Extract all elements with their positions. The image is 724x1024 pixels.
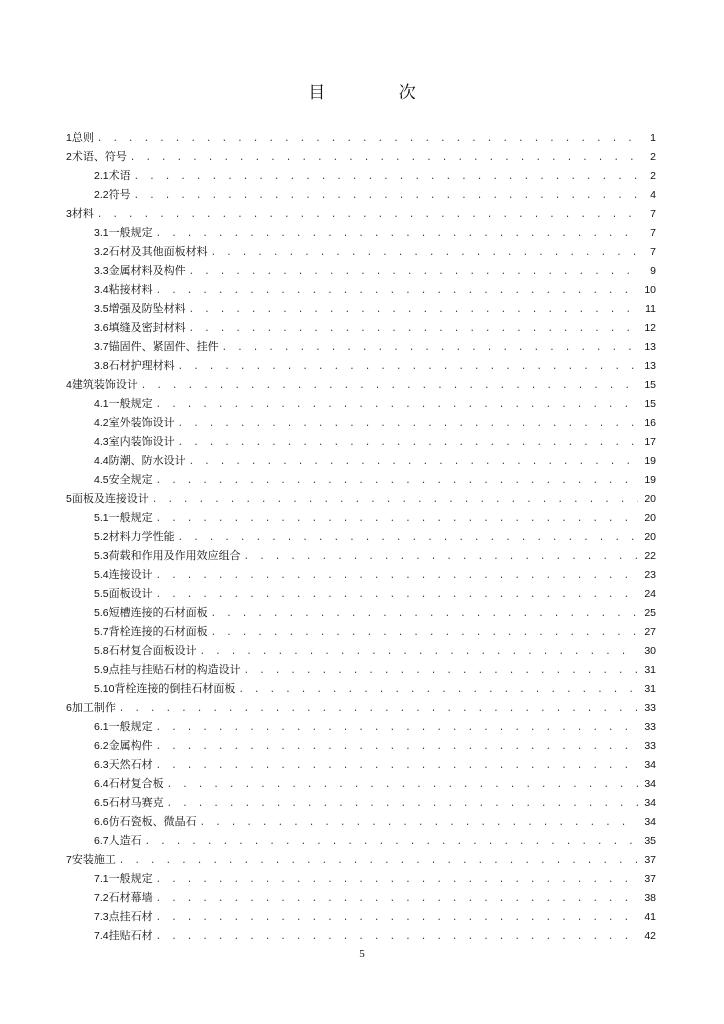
toc-section-entry[interactable] — [66, 451, 656, 470]
toc-entry-number: 7.3 — [94, 911, 109, 923]
toc-entry-number: 6.6 — [94, 816, 109, 828]
dot-leader — [152, 491, 638, 510]
toc-entry-number: 5.2 — [94, 531, 109, 543]
toc-entry-page: 33 — [644, 702, 656, 714]
toc-entry-page: 27 — [644, 626, 656, 638]
toc-entry-label: 面板设计 — [108, 587, 153, 600]
toc-entry-page: 7 — [650, 227, 656, 239]
toc-entry-label: 符号 — [108, 188, 131, 201]
toc-entry-page: 30 — [644, 645, 656, 657]
toc-entry-page: 42 — [644, 930, 656, 942]
dot-leader — [119, 852, 638, 871]
dot-leader — [211, 605, 638, 624]
toc-section-entry[interactable] — [66, 679, 656, 698]
dot-leader — [211, 244, 638, 263]
dot-leader — [156, 396, 638, 415]
toc-entry-page: 34 — [644, 816, 656, 828]
table-of-contents — [66, 128, 656, 945]
toc-entry-label: 加工制作 — [71, 701, 116, 714]
toc-entry-number: 4 — [66, 379, 72, 391]
toc-entry-label: 室内装饰设计 — [108, 435, 175, 448]
page-number: 5 — [359, 948, 365, 960]
dot-leader — [189, 453, 638, 472]
toc-entry-page: 4 — [650, 189, 656, 201]
toc-entry-page: 15 — [644, 379, 656, 391]
toc-entry-label: 背栓连接的石材面板 — [108, 625, 208, 638]
toc-entry-label: 一般规定 — [108, 872, 153, 885]
dot-leader — [134, 187, 638, 206]
toc-entry-page: 37 — [644, 873, 656, 885]
dot-leader — [156, 586, 638, 605]
toc-entry-page: 2 — [650, 170, 656, 182]
toc-section-entry[interactable] — [66, 603, 656, 622]
toc-entry-page: 37 — [644, 854, 656, 866]
toc-entry-number: 2 — [66, 151, 72, 163]
toc-entry-number: 6.5 — [94, 797, 109, 809]
dot-leader — [156, 510, 638, 529]
toc-entry-page: 2 — [650, 151, 656, 163]
toc-entry-number: 4.3 — [94, 436, 109, 448]
toc-entry-label: 材料力学性能 — [108, 530, 175, 543]
toc-entry-label: 一般规定 — [108, 511, 153, 524]
toc-entry-number: 4.5 — [94, 474, 109, 486]
toc-entry-page: 20 — [644, 493, 656, 505]
toc-entry-label: 面板及连接设计 — [71, 492, 149, 505]
toc-section-entry[interactable] — [66, 565, 656, 584]
toc-entry-label: 建筑装饰设计 — [71, 378, 138, 391]
toc-entry-number: 1 — [66, 132, 72, 144]
toc-section-entry[interactable] — [66, 337, 656, 356]
toc-entry-label: 人造石 — [108, 834, 142, 847]
dot-leader — [244, 662, 638, 681]
toc-section-entry[interactable] — [66, 318, 656, 337]
toc-entry-number: 2.2 — [94, 189, 109, 201]
dot-leader — [156, 928, 638, 947]
dot-leader — [156, 719, 638, 738]
toc-section-entry[interactable] — [66, 926, 656, 945]
toc-entry-page: 10 — [644, 284, 656, 296]
dot-leader — [156, 225, 638, 244]
toc-entry-number: 5.9 — [94, 664, 109, 676]
toc-section-entry[interactable] — [66, 584, 656, 603]
toc-entry-number: 6.2 — [94, 740, 109, 752]
toc-entry-number: 5.7 — [94, 626, 109, 638]
toc-entry-page: 23 — [644, 569, 656, 581]
toc-entry-label: 材料 — [71, 207, 94, 220]
toc-entry-page: 33 — [644, 721, 656, 733]
toc-section-entry[interactable] — [66, 185, 656, 204]
toc-entry-number: 6.1 — [94, 721, 109, 733]
toc-entry-page: 1 — [650, 132, 656, 144]
dot-leader — [141, 377, 638, 396]
toc-entry-page: 22 — [644, 550, 656, 562]
toc-entry-label: 安全规定 — [108, 473, 153, 486]
toc-entry-number: 6.3 — [94, 759, 109, 771]
toc-section-entry[interactable] — [66, 831, 656, 850]
dot-leader — [156, 909, 638, 928]
page-title: 目 次 — [308, 83, 450, 103]
toc-entry-number: 3.7 — [94, 341, 109, 353]
toc-entry-number: 7.4 — [94, 930, 109, 942]
toc-entry-number: 3.5 — [94, 303, 109, 315]
dot-leader — [156, 567, 638, 586]
dot-leader — [130, 149, 638, 168]
toc-section-entry[interactable] — [66, 755, 656, 774]
dot-leader — [244, 548, 638, 567]
toc-entry-label: 背栓连接的倒挂石材面板 — [114, 682, 236, 695]
toc-entry-page: 12 — [644, 322, 656, 334]
toc-entry-label: 仿石瓷板、微晶石 — [108, 815, 197, 828]
toc-entry-page: 7 — [650, 208, 656, 220]
dot-leader — [156, 757, 638, 776]
toc-section-entry[interactable] — [66, 812, 656, 831]
dot-leader — [200, 814, 638, 833]
toc-entry-page: 17 — [644, 436, 656, 448]
toc-entry-label: 锚固件、紧固件、挂件 — [108, 340, 219, 353]
toc-entry-label: 短槽连接的石材面板 — [108, 606, 208, 619]
dot-leader — [189, 301, 638, 320]
toc-entry-page: 25 — [644, 607, 656, 619]
toc-entry-label: 一般规定 — [108, 720, 153, 733]
toc-section-entry[interactable] — [66, 717, 656, 736]
toc-section-entry[interactable] — [66, 394, 656, 413]
toc-entry-label: 石材马赛克 — [108, 796, 164, 809]
toc-entry-number: 5.8 — [94, 645, 109, 657]
toc-entry-number: 6 — [66, 702, 72, 714]
dot-leader — [156, 890, 638, 909]
toc-entry-page: 7 — [650, 246, 656, 258]
toc-section-entry[interactable] — [66, 166, 656, 185]
toc-entry-number: 7.1 — [94, 873, 109, 885]
dot-leader — [178, 434, 638, 453]
dot-leader — [238, 681, 638, 700]
toc-entry-label: 室外装饰设计 — [108, 416, 175, 429]
dot-leader — [167, 776, 638, 795]
dot-leader — [189, 320, 638, 339]
toc-chapter-entry[interactable] — [66, 204, 656, 223]
toc-section-entry[interactable] — [66, 660, 656, 679]
toc-entry-number: 5.10 — [94, 683, 115, 695]
toc-entry-number: 4.2 — [94, 417, 109, 429]
toc-entry-label: 石材幕墙 — [108, 891, 153, 904]
toc-entry-label: 天然石材 — [108, 758, 153, 771]
toc-entry-label: 一般规定 — [108, 397, 153, 410]
dot-leader — [222, 339, 638, 358]
dot-leader — [119, 700, 638, 719]
toc-entry-page: 20 — [644, 531, 656, 543]
toc-entry-page: 15 — [644, 398, 656, 410]
toc-section-entry[interactable] — [66, 641, 656, 660]
toc-section-entry[interactable] — [66, 527, 656, 546]
toc-entry-number: 2.1 — [94, 170, 109, 182]
toc-entry-label: 金属构件 — [108, 739, 153, 752]
toc-section-entry[interactable] — [66, 508, 656, 527]
toc-entry-label: 连接设计 — [108, 568, 153, 581]
toc-entry-page: 16 — [644, 417, 656, 429]
toc-entry-number: 5 — [66, 493, 72, 505]
toc-entry-page: 9 — [650, 265, 656, 277]
toc-chapter-entry[interactable] — [66, 850, 656, 869]
toc-section-entry[interactable] — [66, 299, 656, 318]
toc-entry-label: 荷载和作用及作用效应组合 — [108, 549, 241, 562]
dot-leader — [167, 795, 638, 814]
toc-entry-label: 石材复合板 — [108, 777, 164, 790]
dot-leader — [178, 529, 638, 548]
toc-entry-page: 41 — [644, 911, 656, 923]
dot-leader — [156, 871, 638, 890]
toc-entry-page: 34 — [644, 778, 656, 790]
toc-entry-number: 6.7 — [94, 835, 109, 847]
dot-leader — [211, 624, 638, 643]
toc-entry-number: 3.2 — [94, 246, 109, 258]
toc-entry-label: 术语 — [108, 169, 131, 182]
toc-entry-number: 4.1 — [94, 398, 109, 410]
toc-chapter-entry[interactable] — [66, 375, 656, 394]
toc-section-entry[interactable] — [66, 546, 656, 565]
toc-entry-label: 术语、符号 — [71, 150, 127, 163]
toc-entry-number: 3.6 — [94, 322, 109, 334]
toc-entry-label: 石材及其他面板材料 — [108, 245, 208, 258]
toc-entry-label: 一般规定 — [108, 226, 153, 239]
toc-section-entry[interactable] — [66, 622, 656, 641]
toc-chapter-entry[interactable] — [66, 147, 656, 166]
toc-entry-number: 5.6 — [94, 607, 109, 619]
toc-section-entry[interactable] — [66, 432, 656, 451]
toc-entry-label: 挂贴石材 — [108, 929, 153, 942]
dot-leader — [189, 263, 638, 282]
toc-section-entry[interactable] — [66, 470, 656, 489]
toc-entry-number: 7.2 — [94, 892, 109, 904]
toc-entry-number: 3.1 — [94, 227, 109, 239]
toc-entry-page: 33 — [644, 740, 656, 752]
toc-entry-page: 38 — [644, 892, 656, 904]
dot-leader — [156, 282, 638, 301]
toc-entry-page: 24 — [644, 588, 656, 600]
toc-entry-label: 总则 — [71, 131, 94, 144]
toc-entry-number: 3.8 — [94, 360, 109, 372]
toc-entry-number: 3.3 — [94, 265, 109, 277]
toc-section-entry[interactable] — [66, 413, 656, 432]
toc-section-entry[interactable] — [66, 356, 656, 375]
toc-entry-number: 3 — [66, 208, 72, 220]
toc-section-entry[interactable] — [66, 793, 656, 812]
toc-entry-page: 11 — [645, 303, 656, 315]
toc-entry-label: 点挂石材 — [108, 910, 153, 923]
dot-leader — [200, 643, 638, 662]
toc-entry-label: 石材护理材料 — [108, 359, 175, 372]
toc-section-entry[interactable] — [66, 774, 656, 793]
toc-entry-number: 5.5 — [94, 588, 109, 600]
toc-section-entry[interactable] — [66, 280, 656, 299]
toc-entry-page: 31 — [644, 664, 656, 676]
toc-entry-page: 34 — [644, 797, 656, 809]
toc-entry-number: 3.4 — [94, 284, 109, 296]
toc-entry-page: 13 — [644, 341, 656, 353]
toc-section-entry[interactable] — [66, 907, 656, 926]
toc-entry-page: 19 — [644, 474, 656, 486]
toc-section-entry[interactable] — [66, 869, 656, 888]
dot-leader — [156, 472, 638, 491]
toc-entry-page: 35 — [644, 835, 656, 847]
toc-entry-page: 19 — [644, 455, 656, 467]
toc-entry-number: 5.1 — [94, 512, 109, 524]
toc-entry-label: 安装施工 — [71, 853, 116, 866]
dot-leader — [178, 415, 638, 434]
dot-leader — [97, 130, 638, 149]
toc-entry-number: 4.4 — [94, 455, 109, 467]
toc-entry-label: 点挂与挂贴石材的构造设计 — [108, 663, 241, 676]
toc-entry-label: 增强及防坠材料 — [108, 302, 186, 315]
dot-leader — [97, 206, 638, 225]
toc-section-entry[interactable] — [66, 261, 656, 280]
dot-leader — [178, 358, 638, 377]
toc-entry-page: 13 — [644, 360, 656, 372]
toc-entry-number: 5.4 — [94, 569, 109, 581]
toc-section-entry[interactable] — [66, 888, 656, 907]
toc-chapter-entry[interactable] — [66, 128, 656, 147]
toc-section-entry[interactable] — [66, 242, 656, 261]
toc-entry-page: 20 — [644, 512, 656, 524]
toc-entry-label: 填缝及密封材料 — [108, 321, 186, 334]
toc-entry-label: 防潮、防水设计 — [108, 454, 186, 467]
dot-leader — [134, 168, 638, 187]
toc-entry-number: 5.3 — [94, 550, 109, 562]
dot-leader — [156, 738, 638, 757]
dot-leader — [145, 833, 638, 852]
toc-chapter-entry[interactable] — [66, 489, 656, 508]
toc-entry-number: 7 — [66, 854, 72, 866]
toc-entry-page: 31 — [644, 683, 656, 695]
toc-entry-label: 金属材料及构件 — [108, 264, 186, 277]
toc-section-entry[interactable] — [66, 736, 656, 755]
toc-chapter-entry[interactable] — [66, 698, 656, 717]
toc-entry-label: 粘接材料 — [108, 283, 153, 296]
toc-entry-number: 6.4 — [94, 778, 109, 790]
toc-entry-label: 石材复合面板设计 — [108, 644, 197, 657]
toc-section-entry[interactable] — [66, 223, 656, 242]
toc-entry-page: 34 — [644, 759, 656, 771]
